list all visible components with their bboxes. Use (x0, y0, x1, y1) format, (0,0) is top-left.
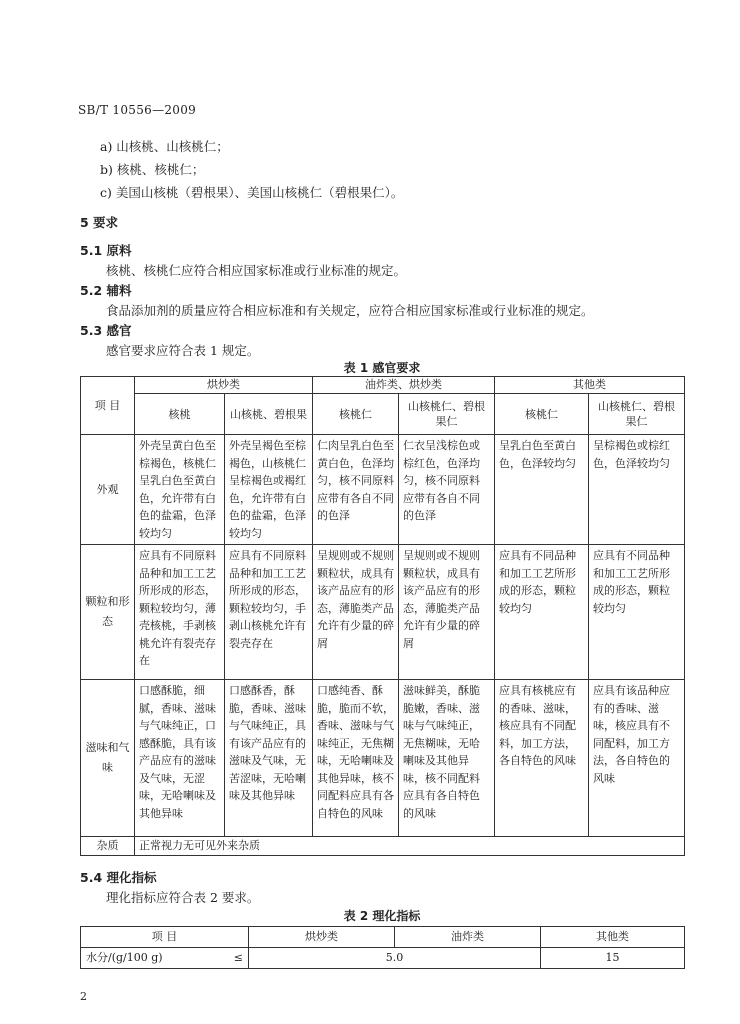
table-2-header-other: 其他类 (541, 927, 685, 948)
table-cell: 口感酥香，酥脆，香味、滋味与气味纯正，具有该产品应有的滋味及气味，无苦涩味，无哈喇味及其他异味 (225, 680, 313, 837)
table-cell: 滋味鲜美，酥脆脆嫩，香味、滋味与气味纯正，无焦糊味，无哈喇味及其他异味，核不同配料应具有各自特色的风味 (399, 680, 495, 837)
subheader-walnut-kernel-fried: 核桃仁 (313, 394, 399, 435)
standard-number: SB/T 10556—2009 (78, 103, 197, 117)
moisture-label-cell (81, 948, 249, 969)
table-2-header-row (81, 927, 685, 948)
section-5-1-heading: 5.1 原料 (80, 243, 132, 258)
table-row-taste-smell (81, 680, 685, 837)
row-label-shape: 颗粒和形态 (81, 545, 135, 680)
list-item-b: b) 核桃、核桃仁； (100, 162, 205, 177)
table-cell: 应具有不同品种和加工工艺所形成的形态，颗粒较均匀 (589, 545, 685, 680)
table-2-caption: 表 2 理化指标 (343, 909, 421, 923)
table-1-group-header-row (81, 377, 685, 394)
section-5-4-body: 理化指标应符合表 2 要求。 (106, 890, 260, 905)
section-5-1-body: 核桃、核桃仁应符合相应国家标准或行业标准的规定。 (106, 263, 407, 278)
section-5-2-heading: 5.2 辅料 (80, 283, 132, 298)
table-cell: 外壳呈褐色至棕褐色，山核桃仁呈棕褐色或褐红色，允许带有白色的盐霜，色泽较均匀 (225, 435, 313, 545)
section-5-heading: 5 要求 (80, 215, 119, 230)
table-2-header-roasted: 烘炒类 (249, 927, 395, 948)
section-5-3-body: 感官要求应符合表 1 规定。 (106, 343, 260, 358)
subheader-hickory-kernel-fried: 山核桃仁、碧根果仁 (399, 394, 495, 435)
physicochemical-table (80, 926, 685, 969)
list-item-a: a) 山核桃、山核桃仁； (100, 139, 229, 154)
subheader-hickory-kernel-other: 山核桃仁、碧根果仁 (589, 394, 685, 435)
row-label-appearance: 外观 (81, 435, 135, 545)
moisture-label: 水分/(g/100 g) (86, 951, 163, 964)
table-cell: 口感纯香、酥脆，脆而不软，香味、滋味与气味纯正，无焦糊味，无哈喇味及其他异味，核不同配料应具有各自特色的风味 (313, 680, 399, 837)
sensory-requirements-table (80, 376, 685, 856)
impurity-value: 正常视力无可见外来杂质 (135, 837, 685, 856)
section-5-3-heading: 5.3 感官 (80, 323, 132, 338)
moisture-value-roasted-fried: 5.0 (249, 948, 541, 969)
table-row-impurity (81, 837, 685, 856)
table-cell: 外壳呈黄白色至棕褐色，核桃仁呈乳白色至黄白色，允许带有白色的盐霜，色泽较均匀 (135, 435, 225, 545)
subheader-walnut: 核桃 (135, 394, 225, 435)
table-cell: 仁肉呈乳白色至黄白色，色泽均匀，核不同原料应带有各自不同的色泽 (313, 435, 399, 545)
table-cell: 呈乳白色至黄白色，色泽较均匀 (495, 435, 589, 545)
section-5-2-body: 食品添加剂的质量应符合相应标准和有关规定，应符合相应国家标准或行业标准的规定。 (106, 303, 594, 318)
table-cell: 应具有不同品种和加工工艺所形成的形态，颗粒较均匀 (495, 545, 589, 680)
page-number: 2 (80, 990, 87, 1003)
moisture-value-other: 15 (541, 948, 685, 969)
table-cell: 应具有不同原料品种和加工工艺所形成的形态，颗粒较均匀，薄壳核桃，手剥核桃允许有裂壳存在 (135, 545, 225, 680)
table-1-caption: 表 1 感官要求 (343, 361, 421, 375)
group-header-fried-roasted: 油炸类、烘炒类 (313, 377, 495, 394)
table-cell: 应具有该品种应有的香味、滋味，核应具有不同配料，加工方法，各自特色的风味 (589, 680, 685, 837)
table-row-appearance (81, 435, 685, 545)
table-cell: 应具有核桃应有的香味、滋味，核应具有不同配料，加工方法，各自特色的风味 (495, 680, 589, 837)
group-header-roasted: 烘炒类 (135, 377, 313, 394)
table-row-moisture (81, 948, 685, 969)
table-cell: 呈规则或不规则颗粒状，成具有该产品应有的形态，薄脆类产品允许有少量的碎屑 (399, 545, 495, 680)
row-label-impurity: 杂质 (81, 837, 135, 856)
table-cell: 仁衣呈浅棕色或棕红色，色泽均匀，核不同原料应带有各自不同的色泽 (399, 435, 495, 545)
moisture-limit-sign: ≤ (233, 951, 243, 964)
group-header-other: 其他类 (495, 377, 685, 394)
subheader-walnut-kernel-other: 核桃仁 (495, 394, 589, 435)
item-column-header: 项 目 (81, 377, 135, 435)
row-label-taste-smell: 滋味和气味 (81, 680, 135, 837)
table-row-shape (81, 545, 685, 680)
table-cell: 应具有不同原料品种和加工工艺所形成的形态，颗粒较均匀，手剥山核桃允许有裂壳存在 (225, 545, 313, 680)
table-1-subheader-row (81, 394, 685, 435)
subheader-hickory-pecan: 山核桃、碧根果 (225, 394, 313, 435)
section-5-4-heading: 5.4 理化指标 (80, 870, 157, 885)
table-cell: 口感酥脆，细腻，香味、滋味与气味纯正，口感酥脆，具有该产品应有的滋味及气味，无涩味，无哈喇味及其他异味 (135, 680, 225, 837)
table-cell: 呈棕褐色或棕红色，色泽较均匀 (589, 435, 685, 545)
table-2-header-fried: 油炸类 (395, 927, 541, 948)
list-item-c: c) 美国山核桃（碧根果）、美国山核桃仁（碧根果仁）。 (100, 185, 404, 200)
table-2-header-item: 项 目 (81, 927, 249, 948)
table-cell: 呈规则或不规则颗粒状，成具有该产品应有的形态，薄脆类产品允许有少量的碎屑 (313, 545, 399, 680)
